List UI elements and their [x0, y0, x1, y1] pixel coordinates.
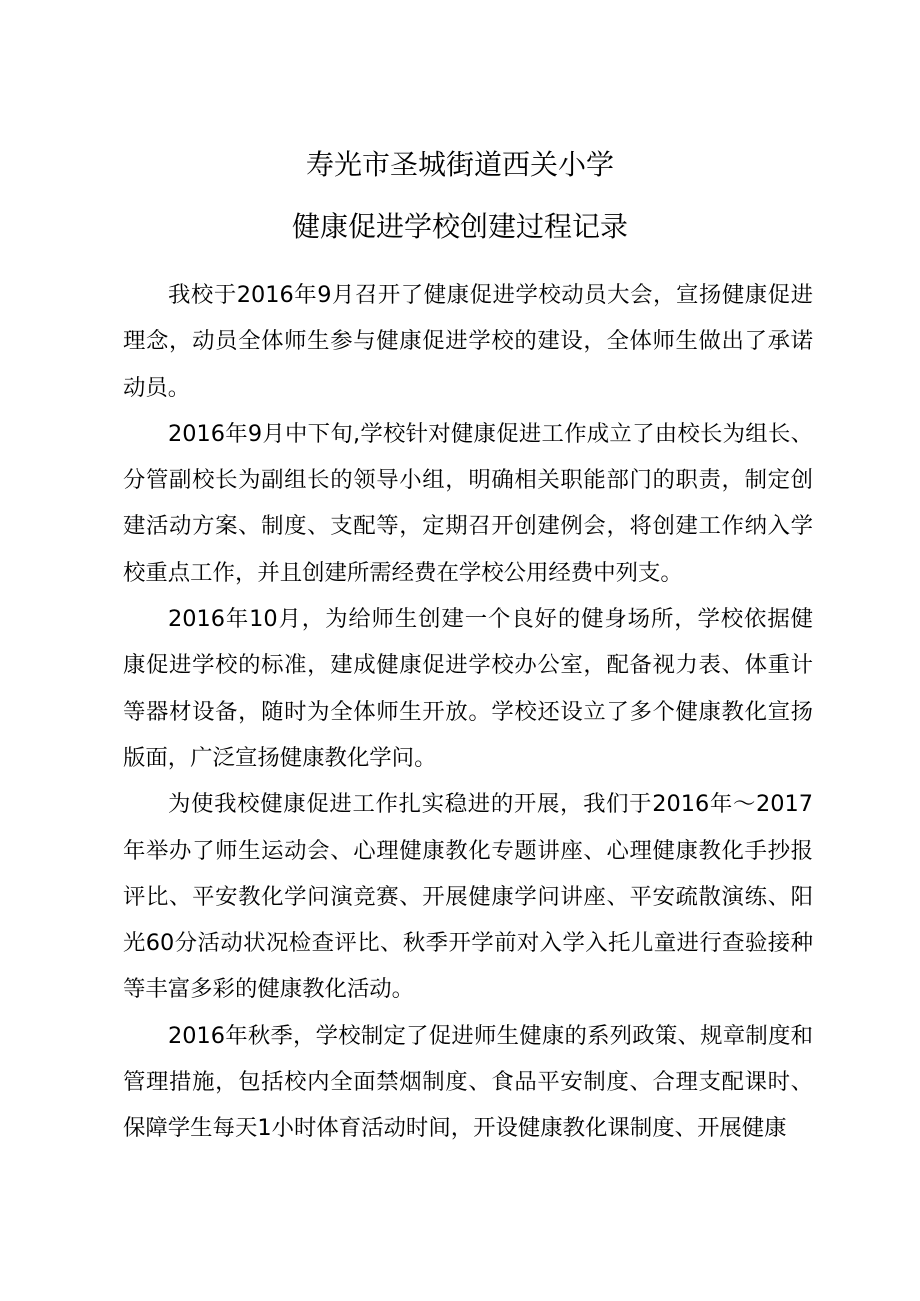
paragraph-policies: 2016年秋季，学校制定了促进师生健康的系列政策、规章制度和管理措施，包括校内全面禁烟制度、食品平安制度、合理支配课时、保障学生每天1小时体育活动时间，开设健康教化课制度、开展健康	[123, 1022, 813, 1142]
paragraph-mobilization: 我校于2016年9月召开了健康促进学校动员大会，宣扬健康促进理念，动员全体师生参与健康促进学校的建设，全体师生做出了承诺动员。	[123, 282, 813, 401]
paragraph-leadership-group: 2016年9月中下旬,学校针对健康促进工作成立了由校长为组长、分管副校长为副组长的领导小组，明确相关职能部门的职责，制定创建活动方案、制度、支配等，定期召开创建例会，将创建工作纳入学校重点工作，并且创建所需经费在学校公用经费中列支。	[123, 420, 813, 586]
paragraph-activities: 为使我校健康促进工作扎实稳进的开展，我们于2016年〜2017年举办了师生运动会、心理健康教化专题讲座、心理健康教化手抄报评比、平安教化学问演竞赛、开展健康学问讲座、平安疏散演练、阳光60分活动状况检查评比、秋季开学前对入学入托儿童进行查验接种等丰富多彩的健康教化活动。	[123, 791, 813, 1003]
paragraph-facilities: 2016年10月，为给师生创建一个良好的健身场所，学校依据健康促进学校的标准，建成健康促进学校办公室，配备视力表、体重计等器材设备，随时为全体师生开放。学校还设立了多个健康教化宣扬版面，广泛宣扬健康教化学问。	[123, 606, 813, 771]
document-title-school: 寿光市圣城街道西关小学	[305, 148, 614, 181]
document-body	[123, 272, 813, 1152]
document-title-subject: 健康促进学校创建过程记录	[291, 210, 628, 243]
